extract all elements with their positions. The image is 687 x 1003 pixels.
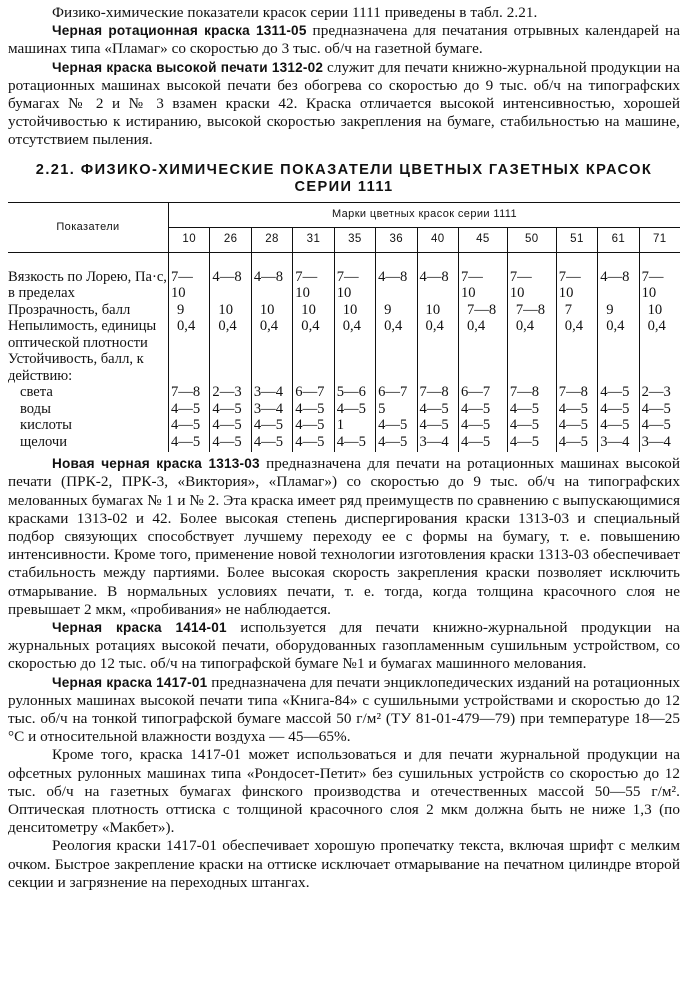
- table-cell: 10: [639, 302, 680, 319]
- table-cell: 7—8: [556, 384, 597, 401]
- table-row: [8, 302, 680, 319]
- table-cell: 9: [376, 302, 417, 319]
- mark-header: 71: [639, 227, 680, 252]
- table-cell: 4—8: [417, 252, 458, 302]
- table-cell: [376, 351, 417, 384]
- table-cell: 7— 10: [293, 252, 334, 302]
- table-cell: 4—5: [169, 401, 210, 418]
- table-cell: 4—5: [210, 434, 251, 453]
- table-cell: 4—5: [556, 417, 597, 434]
- row-label: кислоты: [20, 417, 72, 434]
- table-cell: 0,4: [210, 318, 251, 351]
- table-row: [8, 252, 680, 302]
- param-column-header: Показатели: [8, 202, 169, 252]
- table-cell: [507, 351, 556, 384]
- table-cell: 4—5: [293, 417, 334, 434]
- table-cell: 4—8: [598, 252, 639, 302]
- table-cell: 7— 10: [507, 252, 556, 302]
- table-cell: 0,4: [376, 318, 417, 351]
- table-cell: 1: [334, 417, 375, 434]
- ink-name-1414-01: Черная краска 1414-01: [52, 619, 227, 635]
- table-row: [8, 351, 680, 384]
- table-cell: 6—7: [293, 384, 334, 401]
- paragraph-text: служит для печати книжно-журнальной продукции на ротационных машинах высокой печати без обогрева со скоростью до 9 тыс. об/ч на типографских бумагах № 2 и № 3 взамен краски 42. Краска отличается высокой интенсивностью, хорошей устойчивостью к истиранию, высокой скоростью закрепления на бумаге, стабильностью на машине, отсутствием пыления.: [8, 58, 681, 149]
- paragraph-ink-1417-01: [8, 674, 680, 747]
- table-cell: 9: [598, 302, 639, 319]
- table-cell: 3—4: [417, 434, 458, 453]
- table-cell: 2—3: [210, 384, 251, 401]
- row-label: Прозрачность, балл: [8, 301, 131, 318]
- mark-header: 51: [556, 227, 597, 252]
- table-cell: 7— 10: [458, 252, 507, 302]
- table-cell: 0,4: [417, 318, 458, 351]
- table-cell: 6—7: [458, 384, 507, 401]
- table-cell: 0,4: [639, 318, 680, 351]
- table-cell: 0,4: [251, 318, 292, 351]
- table-cell: 0,4: [334, 318, 375, 351]
- table-cell: 4—5: [376, 434, 417, 453]
- row-label: Устойчивость, балл, к действию:: [8, 351, 144, 384]
- table-cell: 4—5: [334, 401, 375, 418]
- table-cell: 10: [417, 302, 458, 319]
- table-cell: [251, 351, 292, 384]
- paragraph-ink-1312-02: [8, 59, 680, 150]
- table-title: [8, 162, 680, 196]
- ink-name-1312-02: Черная краска высокой печати 1312-02: [52, 59, 324, 75]
- table-cell: 4—5: [169, 417, 210, 434]
- table-cell: [169, 351, 210, 384]
- table-cell: 0,4: [169, 318, 210, 351]
- table-cell: 3—4: [639, 434, 680, 453]
- table-cell: [598, 351, 639, 384]
- paragraph-text: предназначена для печати на ротационных машинах высокой печати (ПРК-2, ПРК-3, «Виктория», «Пламаг») со скоростью до 9 тыс. об/ч на типографских мелованных бумагах № 1 и № 2. Эта краска имеет ряд преимуществ по сравнению с выпускающимися красками 1313-02 и 42. Более высокая степень диспергирования краски 1313-03 и специальный подбор связующих способствует лучшему переходу ее с формы на бумагу, т. е. повышению интенсивности. Кроме того, применение новой технологии изготовления краски 1313-03 обеспечивает стабильность между партиями. Более высокая скорость закрепления краски позволяет исключить отмарывание. В нормальных условиях печати, т. е. тогда, когда толщина красочного слоя не превышает 2 мкм, «пробивания» не наблюдается.: [8, 455, 681, 618]
- table-cell: 4—5: [598, 417, 639, 434]
- table-cell: 4—5: [376, 417, 417, 434]
- table-cell: 4—5: [417, 401, 458, 418]
- table-cell: 10: [334, 302, 375, 319]
- table-cell: 0,4: [507, 318, 556, 351]
- table-cell: 4—5: [293, 401, 334, 418]
- mark-header: 50: [507, 227, 556, 252]
- mark-header: 10: [169, 227, 210, 252]
- table-cell: 7— 10: [556, 252, 597, 302]
- table-cell: 4—5: [334, 434, 375, 453]
- table-cell: 2—3: [639, 384, 680, 401]
- table-row: [8, 384, 680, 401]
- table-cell: 10: [251, 302, 292, 319]
- paragraph-text: предназначена для печати энциклопедических изданий на ротационных рулонных машинах высокой печати типа «Книга-84» с сушильными устройствами и скоростью до 12 тыс. об/ч на тонкой типографской бумаге массой 50 г/м² (ТУ 81-01-479—79) при температуре 18—25 °С и относительной влажности воздуха — 45—65%.: [8, 673, 681, 746]
- document-page: [8, 4, 680, 892]
- table-cell: 3—4: [251, 384, 292, 401]
- table-cell: 4—5: [251, 417, 292, 434]
- table-cell: [417, 351, 458, 384]
- table-cell: 7: [556, 302, 597, 319]
- table-cell: 3—4: [251, 401, 292, 418]
- table-cell: 4—5: [210, 401, 251, 418]
- table-row: [8, 318, 680, 351]
- table-cell: 4—5: [598, 384, 639, 401]
- table-cell: 7—8: [507, 384, 556, 401]
- table-cell: 7—8: [507, 302, 556, 319]
- row-label: света: [20, 384, 53, 401]
- table-row: [8, 401, 680, 418]
- table-cell: 7— 10: [639, 252, 680, 302]
- row-label: щелочи: [20, 433, 68, 450]
- table-cell: 4—5: [639, 417, 680, 434]
- table-cell: [556, 351, 597, 384]
- table-cell: 4—5: [507, 401, 556, 418]
- table-cell: [293, 351, 334, 384]
- ink-name-1313-03: Новая черная краска 1313-03: [52, 456, 260, 472]
- paragraph-ink-1417-01-offset: Кроме того, краска 1417-01 может использоваться и для печати журнальной продукции на офсетных рулонных машинах типа «Рондосет-Петит» без сушильных устройств со скоростью до 12 тыс. об/ч на газетных бумагах финского производства и отечественных массой 50—55 г/м². Оптическая плотность оттиска с толщиной красочного слоя 2 мкм должна быть не ниже 1,3 (по денситометру «Макбет»).: [8, 746, 680, 837]
- table-cell: 10: [210, 302, 251, 319]
- table-cell: 4—5: [458, 434, 507, 453]
- marks-group-header: Марки цветных красок серии 1111: [169, 202, 681, 227]
- table-cell: 7— 10: [334, 252, 375, 302]
- ink-name-1417-01: Черная краска 1417-01: [52, 674, 208, 690]
- table-cell: [210, 351, 251, 384]
- paragraph-ink-1311-05: [8, 22, 680, 58]
- table-cell: 4—8: [376, 252, 417, 302]
- table-cell: 4—8: [210, 252, 251, 302]
- table-cell: 10: [293, 302, 334, 319]
- table-cell: 4—5: [293, 434, 334, 453]
- table-cell: 0,4: [293, 318, 334, 351]
- paragraph-text: предназначена для печатания отрывных календарей на машинах типа «Пламаг» со скоростью до 3 тыс. об/ч на газетной бумаге.: [8, 22, 680, 58]
- table-row: [8, 417, 680, 434]
- table-cell: 0,4: [598, 318, 639, 351]
- table-cell: 0,4: [556, 318, 597, 351]
- mark-header: 31: [293, 227, 334, 252]
- table-cell: [334, 351, 375, 384]
- paragraph-ink-1313-03: [8, 455, 680, 619]
- table-cell: 4—5: [507, 434, 556, 453]
- table-cell: 4—5: [251, 434, 292, 453]
- table-cell: 0,4: [458, 318, 507, 351]
- table-cell: 4—5: [169, 434, 210, 453]
- table-row: [8, 434, 680, 453]
- row-label: Вязкость по Лорею, Па·с, в пределах: [8, 268, 167, 302]
- table-cell: 4—5: [556, 434, 597, 453]
- table-cell: 4—5: [507, 417, 556, 434]
- table-title-line-2: СЕРИИ 1111: [294, 178, 394, 195]
- mark-header: 40: [417, 227, 458, 252]
- table-cell: 4—5: [458, 401, 507, 418]
- table-cell: 4—5: [556, 401, 597, 418]
- intro-line: Физико-химические показатели красок серии 1111 приведены в табл. 2.21.: [52, 4, 538, 21]
- mark-header: 61: [598, 227, 639, 252]
- table-cell: 7—8: [169, 384, 210, 401]
- table-cell: 7—8: [417, 384, 458, 401]
- table-cell: 4—5: [639, 401, 680, 418]
- mark-header: 45: [458, 227, 507, 252]
- table-cell: 9: [169, 302, 210, 319]
- table-cell: 7— 10: [169, 252, 210, 302]
- mark-header: 35: [334, 227, 375, 252]
- mark-header: 28: [251, 227, 292, 252]
- table-cell: 4—5: [210, 417, 251, 434]
- mark-header: 26: [210, 227, 251, 252]
- table-title-line-1: 2.21. ФИЗИКО-ХИМИЧЕСКИЕ ПОКАЗАТЕЛИ ЦВЕТНЫХ ГАЗЕТНЫХ КРАСОК: [35, 161, 653, 178]
- table-cell: 4—5: [417, 417, 458, 434]
- paragraph-text: используется для печати книжно-журнальной продукции на журнальных ротациях высокой печати, оборудованных газопламенным сушильным устройством, со скоростью до 12 тыс. об/ч на типографской бумаге №1 и бумагах машинного мелования.: [8, 618, 680, 673]
- table-cell: 5: [376, 401, 417, 418]
- table-cell: 4—5: [598, 401, 639, 418]
- paragraph-ink-1414-01: [8, 619, 680, 674]
- table-cell: 7—8: [458, 302, 507, 319]
- table-cell: [639, 351, 680, 384]
- mark-header: 36: [376, 227, 417, 252]
- table-cell: [458, 351, 507, 384]
- table-cell: 4—8: [251, 252, 292, 302]
- paragraph-ink-1417-01-rheology: Реология краски 1417-01 обеспечивает хорошую пропечатку текста, включая шрифт с мелким очком. Быстрое закрепление краски на оттиске исключает отмарывание на печатном цилиндре второй секции и загрязнение на переходных штангах.: [8, 837, 680, 891]
- ink-name-1311-05: Черная ротационная краска 1311-05: [52, 23, 307, 39]
- row-label: Непылимость, единицы оптической плотности: [8, 318, 157, 351]
- ink-properties-table: [8, 202, 680, 453]
- table-cell: 6—7: [376, 384, 417, 401]
- row-label: воды: [20, 400, 51, 417]
- table-cell: 4—5: [458, 417, 507, 434]
- table-cell: 5—6: [334, 384, 375, 401]
- table-cell: 3—4: [598, 434, 639, 453]
